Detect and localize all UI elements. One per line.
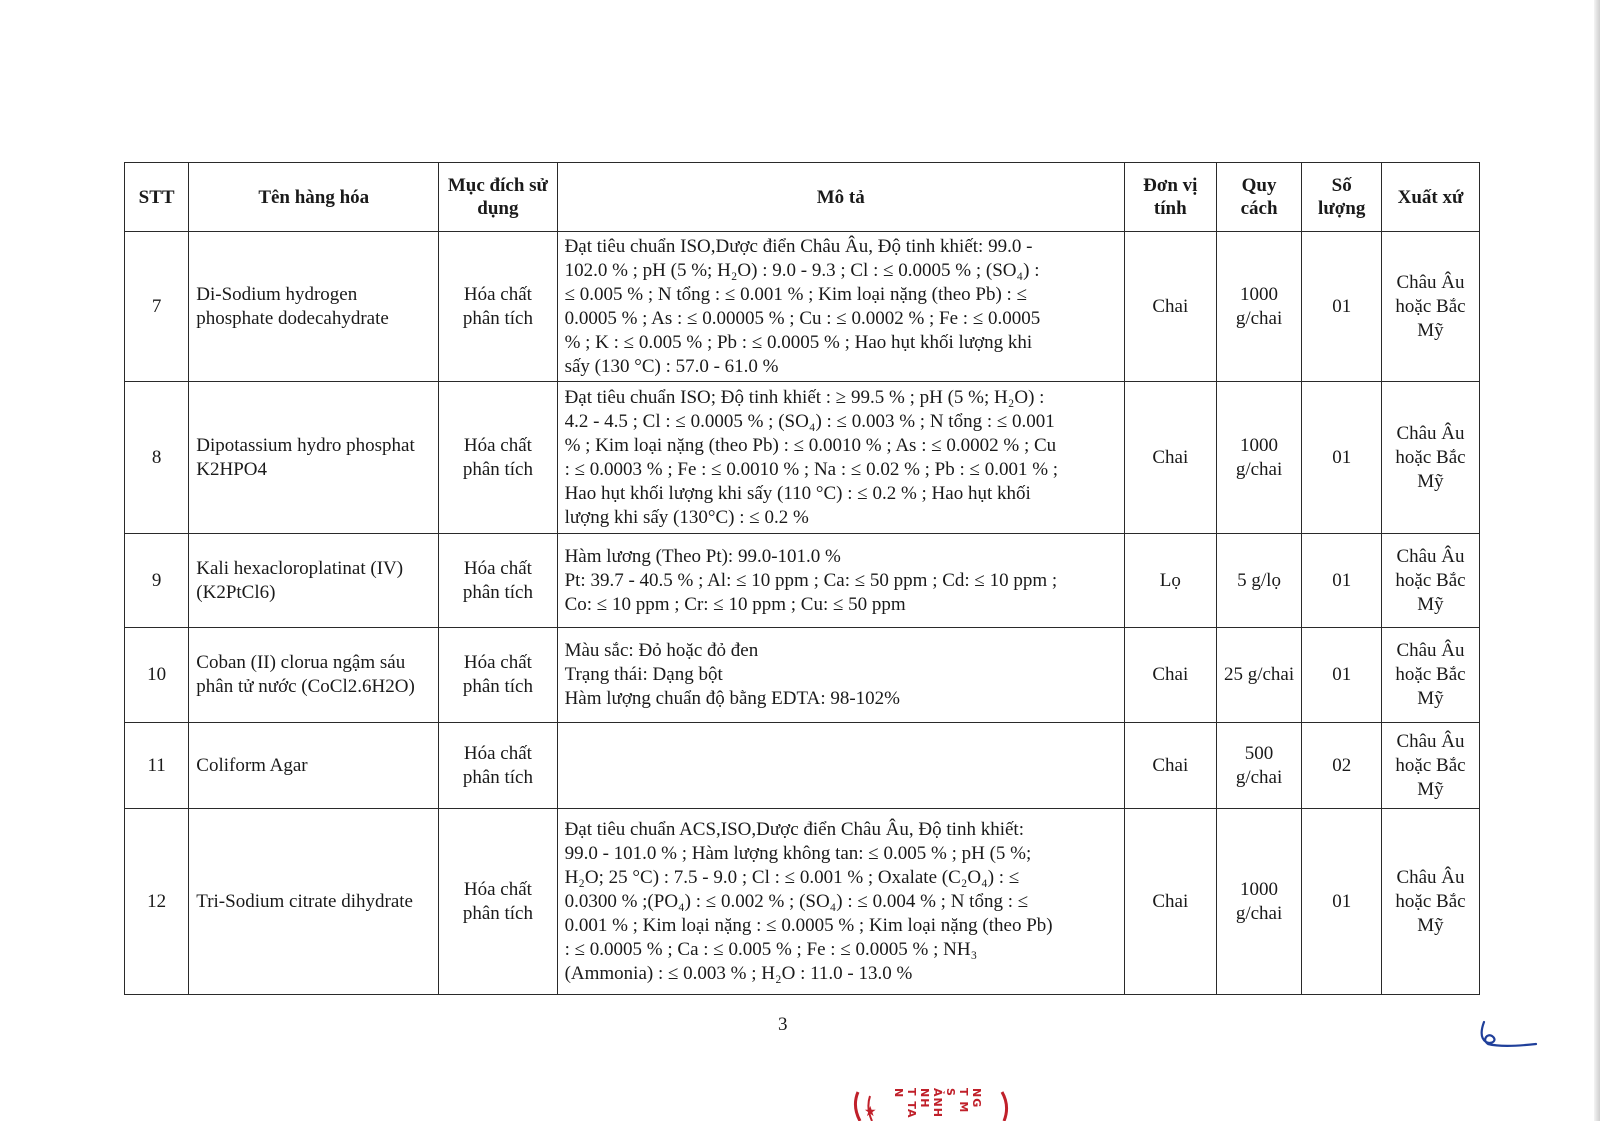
description-line: 0.0300 % ;(PO₄) : ≤ 0.002 % ; (SO₄) : ≤ 0.004 % ; N tổng : ≤ (564, 890, 1029, 912)
cell-spec: 500 g/chai (1216, 723, 1302, 809)
cell-unit: Chai (1124, 232, 1216, 382)
description-line: Co: ≤ 10 ppm ; Cr: ≤ 10 ppm ; Cu: ≤ 50 ppm (564, 593, 906, 615)
cell-description (557, 232, 1124, 382)
description-line: Đạt tiêu chuẩn ISO,Dược điển Châu Âu, Độ tinh khiết: 99.0 - (564, 235, 1033, 257)
cell-name: Coban (II) clorua ngậm sáu phân tử nước (CoCl2.6H2O) (189, 628, 439, 723)
description-line: 0.0005 % ; As : ≤ 0.00005 % ; Cu : ≤ 0.0002 % ; Fe : ≤ 0.0005 (564, 307, 1041, 329)
cell-stt: 7 (125, 232, 189, 382)
table-header-row (125, 163, 1480, 232)
cell-quantity: 02 (1302, 723, 1382, 809)
description-line: Trạng thái: Dạng bột (564, 664, 723, 685)
cell-quantity: 01 (1302, 809, 1382, 995)
cell-stt: 10 (125, 628, 189, 723)
table-row (125, 809, 1480, 995)
header-name: Tên hàng hóa (189, 163, 439, 232)
description-line: lượng khi sấy (130°C) : ≤ 0.2 % (564, 506, 809, 528)
cell-spec: 1000 g/chai (1216, 809, 1302, 995)
cell-purpose: Hóa chất phân tích (439, 723, 557, 809)
description-line: % ; Kim loại nặng (theo Pb) : ≤ 0.0010 % ; As : ≤ 0.0002 % ; Cu (564, 434, 1057, 456)
cell-origin: Châu Âu hoặc Bắc Mỹ (1381, 534, 1479, 628)
cell-name: Dipotassium hydro phosphat K2HPO4 (189, 382, 439, 534)
cell-description (557, 809, 1124, 995)
cell-purpose: Hóa chất phân tích (439, 809, 557, 995)
cell-unit: Chai (1124, 723, 1216, 809)
description-line: 99.0 - 101.0 % ; Hàm lượng không tan: ≤ 0.005 % ; pH (5 %; (564, 842, 1032, 864)
description-line: Màu sắc: Đỏ hoặc đỏ đen (564, 640, 759, 661)
header-quantity: Số lượng (1302, 163, 1382, 232)
description-line: Đạt tiêu chuẩn ISO; Độ tinh khiết : ≥ 99.5 % ; pH (5 %; H₂O) : (564, 386, 1045, 408)
header-purpose: Mục đích sử dụng (439, 163, 557, 232)
cell-purpose: Hóa chất phân tích (439, 534, 557, 628)
cell-quantity: 01 (1302, 534, 1382, 628)
red-stamp (852, 1088, 1032, 1121)
cell-description (557, 382, 1124, 534)
cell-quantity: 01 (1302, 382, 1382, 534)
cell-unit: Chai (1124, 809, 1216, 995)
cell-description (557, 723, 1124, 809)
cell-unit: Lọ (1124, 534, 1216, 628)
cell-purpose: Hóa chất phân tích (439, 232, 557, 382)
description-line: 4.2 - 4.5 ; Cl : ≤ 0.0005 % ; (SO₄) : ≤ 0.003 % ; N tổng : ≤ 0.001 (564, 410, 1055, 432)
cell-name: Coliform Agar (189, 723, 439, 809)
table-row (125, 628, 1480, 723)
description-line: ≤ 0.005 % ; N tổng : ≤ 0.001 % ; Kim loại nặng (theo Pb) : ≤ (564, 283, 1028, 305)
description-line: Hàm lương (Theo Pt): 99.0-101.0 % (564, 545, 841, 567)
cell-origin: Châu Âu hoặc Bắc Mỹ (1381, 232, 1479, 382)
page-edge-shadow (1594, 0, 1600, 1121)
header-spec: Quy cách (1216, 163, 1302, 232)
table-row (125, 534, 1480, 628)
description-line: (Ammonia) : ≤ 0.003 % ; H₂O : 11.0 - 13.0 % (564, 962, 913, 984)
cell-stt: 12 (125, 809, 189, 995)
cell-name: Kali hexacloroplatinat (IV) (K2PtCl6) (189, 534, 439, 628)
description-line: 0.001 % ; Kim loại nặng : ≤ 0.0005 % ; Kim loại nặng (theo Pb) (564, 914, 1053, 936)
cell-unit: Chai (1124, 382, 1216, 534)
cell-origin: Châu Âu hoặc Bắc Mỹ (1381, 382, 1479, 534)
description-line: H₂O; 25 °C) : 7.5 - 9.0 ; Cl : ≤ 0.001 % ; Oxalate (C₂O₄) : ≤ (564, 866, 1020, 888)
description-line: Hàm lượng chuẩn độ bằng EDTA: 98-102% (564, 688, 901, 709)
header-unit: Đơn vị tính (1124, 163, 1216, 232)
description-line: % ; K : ≤ 0.005 % ; Pb : ≤ 0.0005 % ; Hao hụt khối lượng khi (564, 331, 1033, 353)
cell-quantity: 01 (1302, 628, 1382, 723)
goods-spec-table (124, 162, 1480, 995)
description-line: : ≤ 0.0005 % ; Ca : ≤ 0.005 % ; Fe : ≤ 0.0005 % ; NH₃ (564, 938, 978, 960)
cell-origin: Châu Âu hoặc Bắc Mỹ (1381, 628, 1479, 723)
cell-stt: 9 (125, 534, 189, 628)
cell-description (557, 534, 1124, 628)
cell-spec: 1000 g/chai (1216, 232, 1302, 382)
cell-quantity: 01 (1302, 232, 1382, 382)
description-line: 102.0 % ; pH (5 %; H₂O) : 9.0 - 9.3 ; Cl : ≤ 0.0005 % ; (SO₄) : (564, 259, 1040, 281)
cell-name: Di-Sodium hydrogen phosphate dodecahydrate (189, 232, 439, 382)
cell-origin: Châu Âu hoặc Bắc Mỹ (1381, 723, 1479, 809)
cell-stt: 8 (125, 382, 189, 534)
description-line: : ≤ 0.0003 % ; Fe : ≤ 0.0010 % ; Na : ≤ 0.02 % ; Pb : ≤ 0.001 % ; (564, 458, 1059, 480)
cell-spec: 25 g/chai (1216, 628, 1302, 723)
signature-mark (1478, 1020, 1538, 1050)
table-row (125, 382, 1480, 534)
cell-unit: Chai (1124, 628, 1216, 723)
svg-text:★: ★ (864, 1104, 877, 1120)
cell-name: Tri-Sodium citrate dihydrate (189, 809, 439, 995)
cell-stt: 11 (125, 723, 189, 809)
description-line: Hao hụt khối lượng khi sấy (110 °C) : ≤ 0.2 % ; Hao hụt khối (564, 482, 1031, 504)
header-stt: STT (125, 163, 189, 232)
header-origin: Xuất xứ (1381, 163, 1479, 232)
page-number: 3 (778, 1014, 788, 1035)
cell-spec: 1000 g/chai (1216, 382, 1302, 534)
description-line: Đạt tiêu chuẩn ACS,ISO,Dược điển Châu Âu, Độ tinh khiết: (564, 818, 1024, 840)
cell-spec: 5 g/lọ (1216, 534, 1302, 628)
cell-origin: Châu Âu hoặc Bắc Mỹ (1381, 809, 1479, 995)
description-line: Pt: 39.7 - 40.5 % ; Al: ≤ 10 ppm ; Ca: ≤ 50 ppm ; Cd: ≤ 10 ppm ; (564, 569, 1058, 591)
cell-description (557, 628, 1124, 723)
table-row (125, 723, 1480, 809)
table-row (125, 232, 1480, 382)
cell-purpose: Hóa chất phân tích (439, 382, 557, 534)
stamp-text: NG T M S ẢNH NH T TA N (892, 1088, 983, 1119)
cell-purpose: Hóa chất phân tích (439, 628, 557, 723)
header-description: Mô tả (557, 163, 1124, 232)
description-line: sấy (130 °C) : 57.0 - 61.0 % (564, 355, 779, 377)
